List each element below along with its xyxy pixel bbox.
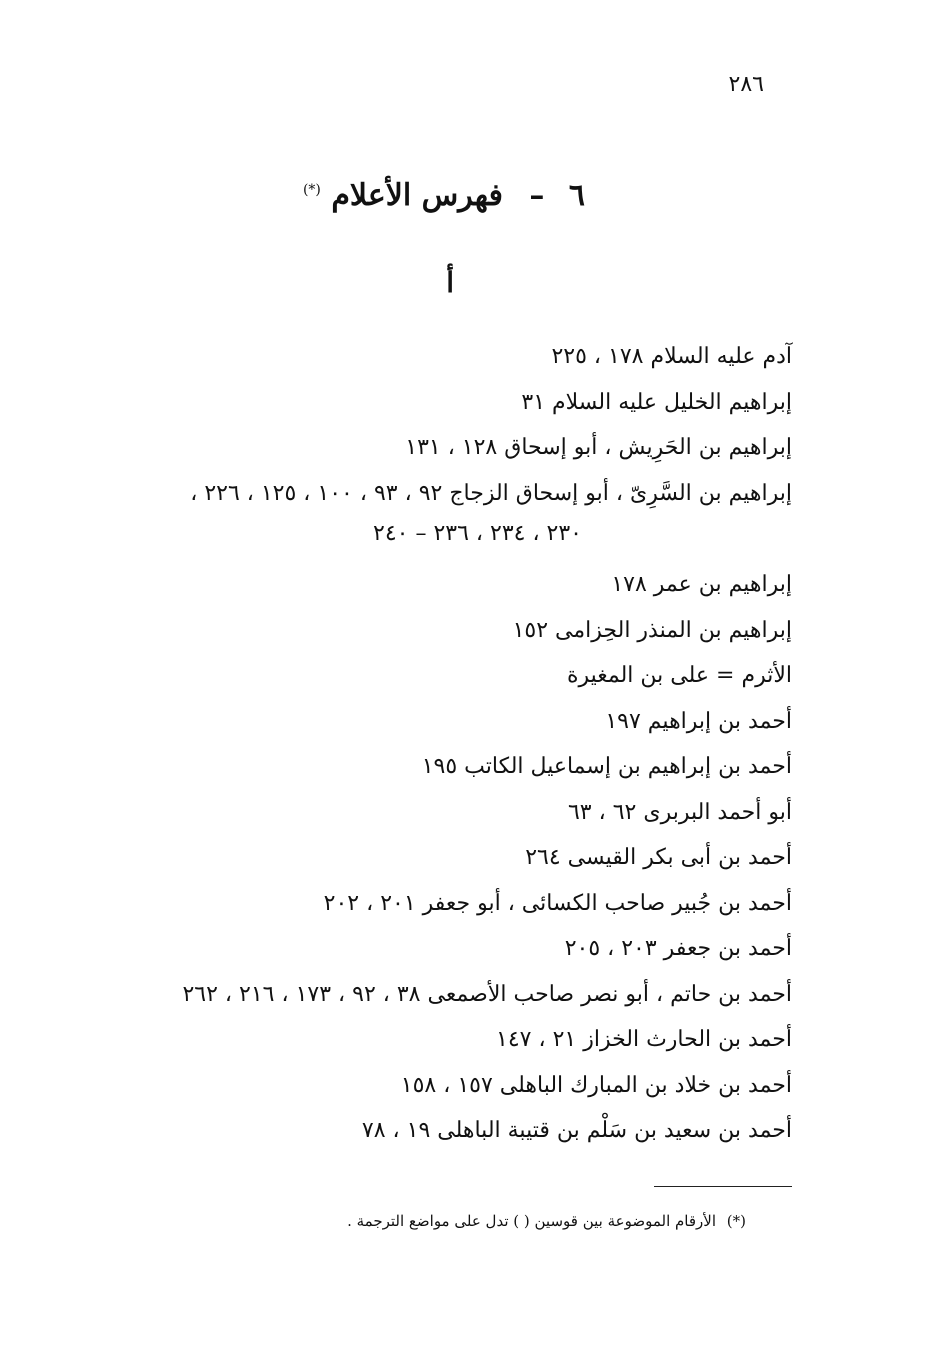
- index-entry: أحمد بن جعفر ٢٠٣ ، ٢٠٥: [564, 936, 792, 961]
- index-entry: أحمد بن سعيد بن سَلْم بن قتيبة الباهلى ١٩ ، ٧٨: [361, 1118, 792, 1143]
- index-entry: الأثرم = على بن المغيرة: [566, 663, 792, 688]
- index-entry: إبراهيم بن السَّرِىّ ، أبو إسحاق الزجاج ٩٢ ، ٩٣ ، ١٠٠ ، ١٢٥ ، ٢٢٦ ، ٢٣٠ ، ٢٣٤ ، ٢٣٦ – ٢٤٠: [112, 471, 792, 553]
- page-number: ٢٨٦: [728, 72, 764, 97]
- heading-dash: –: [529, 178, 545, 213]
- index-entries-list: [112, 334, 792, 1154]
- heading-footnote-marker: (*): [302, 182, 321, 198]
- footnote-divider: [654, 1186, 792, 1187]
- index-entry: أحمد بن خلاد بن المبارك الباهلى ١٥٧ ، ١٥٨: [400, 1072, 792, 1098]
- index-entry: آدم عليه السلام ١٧٨ ، ٢٢٥: [551, 344, 792, 369]
- index-entry: أبو أحمد البربرى ٦٢ ، ٦٣: [567, 799, 792, 825]
- index-entry: إبراهيم الخليل عليه السلام ٣١: [521, 389, 792, 415]
- index-heading: [303, 178, 585, 213]
- footnote-marker: (*): [726, 1212, 746, 1230]
- index-entry: أحمد بن جُبير صاحب الكسائى ، أبو جعفر ٢٠١ ، ٢٠٢: [323, 890, 792, 916]
- index-entry-continuation: ٢٣٠ ، ٢٣٤ ، ٢٣٦ – ٢٤٠: [373, 521, 582, 546]
- footnote: [347, 1212, 746, 1230]
- section-letter: أ: [446, 266, 454, 299]
- index-entry: أحمد بن أبى بكر القيسى ٢٦٤: [525, 845, 792, 870]
- index-entry: أحمد بن إبراهيم ١٩٧: [605, 708, 792, 734]
- index-entry: إبراهيم بن الحَرِيش ، أبو إسحاق ١٢٨ ، ١٣١: [405, 435, 792, 460]
- heading-number: ٦: [568, 178, 585, 213]
- index-entry: إبراهيم بن عمر ١٧٨: [611, 572, 792, 597]
- index-entry: إبراهيم بن المنذر الحِزامى ١٥٢: [512, 617, 792, 643]
- index-entry: أحمد بن الحارث الخزاز ٢١ ، ١٤٧: [496, 1027, 792, 1052]
- index-entry: أحمد بن حاتم ، أبو نصر صاحب الأصمعى ٣٨ ، ٩٢ ، ١٧٣ ، ٢١٦ ، ٢٦٢: [182, 981, 792, 1007]
- index-entry: أحمد بن إبراهيم بن إسماعيل الكاتب ١٩٥: [421, 754, 792, 779]
- footnote-text: الأرقام الموضوعة بين قوسين ( ) تدل على مواضع الترجمة .: [347, 1212, 716, 1230]
- heading-text: فهرس الأعلام: [331, 178, 503, 213]
